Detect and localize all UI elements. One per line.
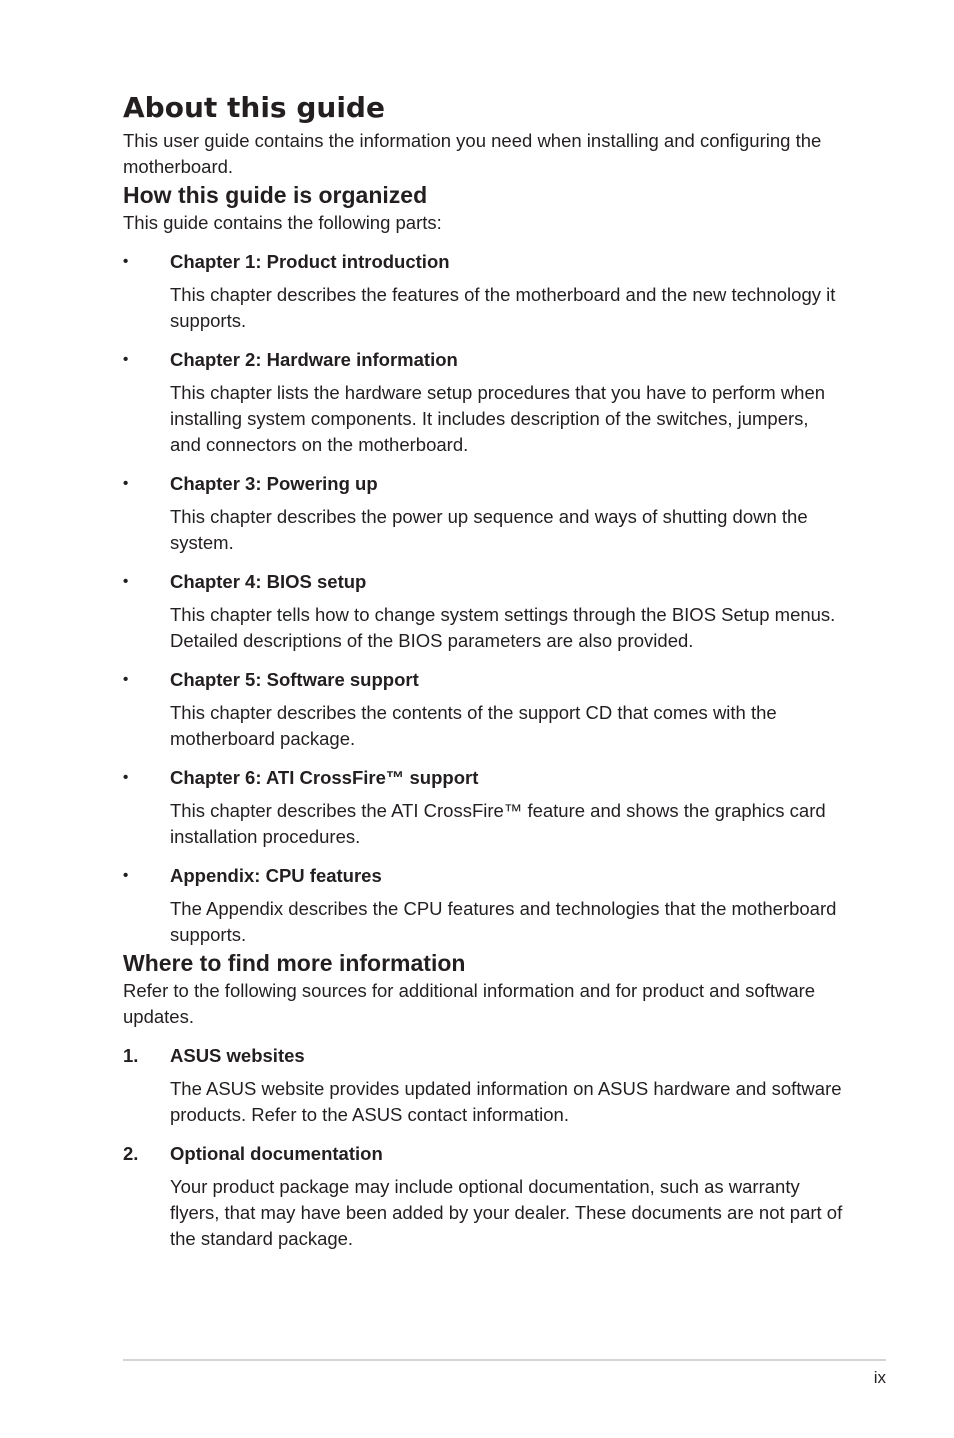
list-item-description: The Appendix describes the CPU features and technologies that the motherboard supports. [170, 898, 837, 945]
bullet-glyph: • [123, 573, 129, 590]
list-item-description: This chapter lists the hardware setup procedures that you have to perform when installing system components. It includes description of the switches, jumpers, and connectors on the motherboard. [170, 382, 826, 455]
section-heading-more-info: Where to find more information [123, 950, 466, 976]
footer-divider [123, 1359, 886, 1361]
list-item-title: Chapter 6: ATI CrossFire™ support [170, 767, 479, 788]
organization-lead: This guide contains the following parts: [123, 212, 442, 233]
list-item-description: This chapter tells how to change system settings through the BIOS Setup menus. Detailed descriptions of the BIOS parameters are also provided. [170, 604, 836, 651]
bullet-glyph: • [123, 475, 129, 492]
list-item-title: Chapter 4: BIOS setup [170, 571, 367, 592]
list-item-title: Chapter 3: Powering up [170, 473, 378, 494]
bullet-glyph: • [123, 671, 129, 688]
list-item [123, 667, 843, 752]
list-item-description: Your product package may include optional documentation, such as warranty flyers, that may have been added by your dealer. These documents are not part of the standard package. [170, 1176, 843, 1249]
section-heading-organization: How this guide is organized [123, 182, 428, 208]
list-item-title: Chapter 1: Product introduction [170, 251, 450, 272]
document-page [123, 88, 843, 1252]
list-item-description: The ASUS website provides updated information on ASUS hardware and software products. Refer to the ASUS contact information. [170, 1078, 842, 1125]
bullet-glyph: • [123, 253, 129, 270]
list-item-description: This chapter describes the contents of the support CD that comes with the motherboard package. [170, 702, 777, 749]
list-item-description: This chapter describes the ATI CrossFire™ feature and shows the graphics card installation procedures. [170, 800, 826, 847]
list-item-title: Chapter 5: Software support [170, 669, 419, 690]
chapter-list [123, 249, 843, 948]
list-item [123, 863, 843, 948]
list-item-title: Optional documentation [170, 1143, 383, 1164]
list-item-title: Appendix: CPU features [170, 865, 382, 886]
bullet-glyph: • [123, 351, 129, 368]
list-item-title: Chapter 2: Hardware information [170, 349, 458, 370]
list-item [123, 765, 843, 850]
list-number: 1. [123, 1045, 139, 1066]
page-title: About this guide [123, 91, 385, 124]
source-list [123, 1043, 843, 1252]
bullet-glyph: • [123, 769, 129, 786]
list-item-description: This chapter describes the power up sequence and ways of shutting down the system. [170, 506, 808, 553]
list-item [123, 249, 843, 334]
list-item [123, 1141, 843, 1252]
list-item [123, 569, 843, 654]
page-number: ix [873, 1368, 886, 1387]
list-item [123, 1043, 843, 1128]
intro-paragraph: This user guide contains the information you need when installing and configuring the motherboard. [123, 130, 822, 177]
bullet-glyph: • [123, 867, 129, 884]
more-info-lead: Refer to the following sources for additional information and for product and software updates. [123, 980, 816, 1027]
list-item-description: This chapter describes the features of the motherboard and the new technology it supports. [170, 284, 836, 331]
list-number: 2. [123, 1143, 139, 1164]
list-item [123, 347, 843, 458]
list-item [123, 471, 843, 556]
list-item-title: ASUS websites [170, 1045, 305, 1066]
